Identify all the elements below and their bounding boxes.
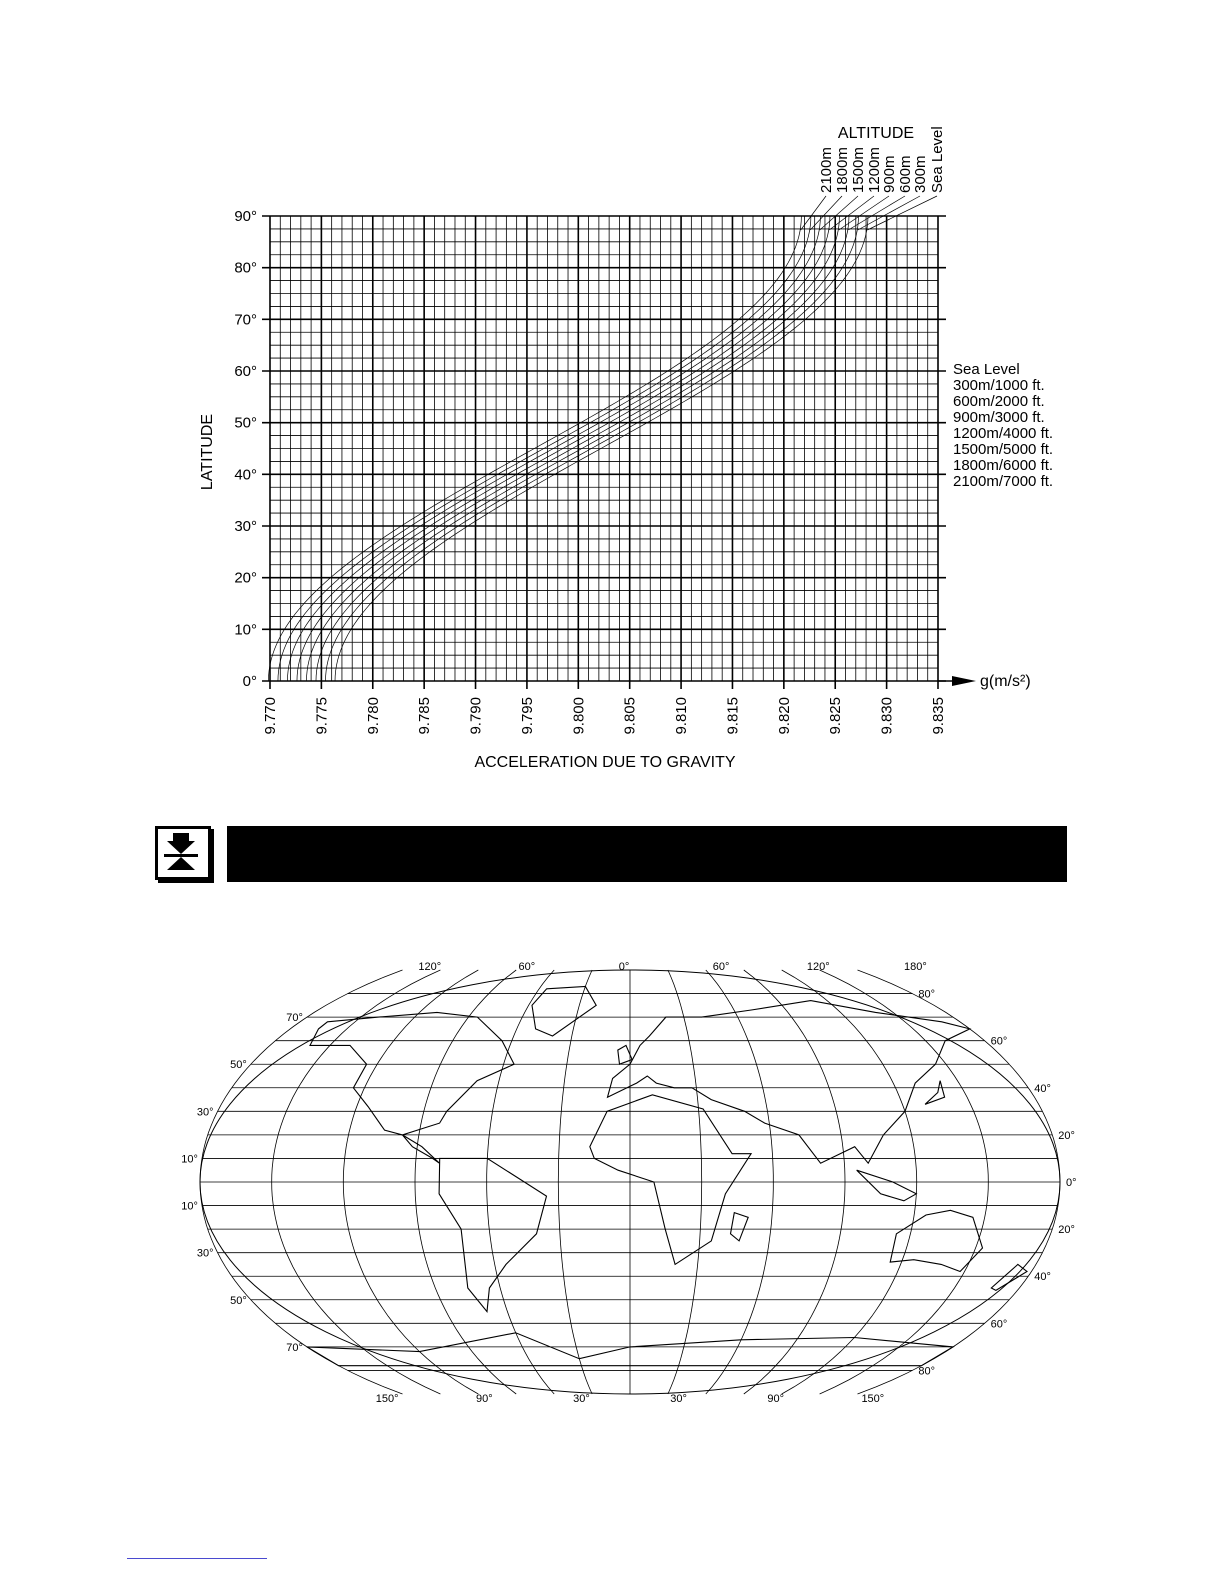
- map-lon-label-bottom: 90°: [475, 1393, 493, 1405]
- y-tick-label: 10°: [234, 621, 257, 639]
- map-lon-label-top: 60°: [712, 961, 730, 973]
- x-tick-label: 9.770: [262, 697, 279, 735]
- legend-entry: 1500m/5000 ft.: [953, 441, 1054, 458]
- continent-new-zealand: [991, 1264, 1027, 1290]
- map-lon-label-top: 180°: [904, 961, 927, 973]
- y-axis-title: LATITUDE: [199, 413, 216, 491]
- y-tick-label: 40°: [234, 466, 257, 484]
- altitude-label: 1500m: [850, 147, 867, 193]
- altitude-label: 600m: [897, 155, 914, 193]
- continent-australia: [890, 1210, 982, 1271]
- x-tick-label: 9.795: [518, 697, 536, 735]
- x-tick-label: 9.810: [673, 697, 691, 735]
- x-tick-label: 9.790: [467, 697, 485, 735]
- y-tick-label: 20°: [234, 569, 257, 587]
- map-lat-label-right: 40°: [1034, 1082, 1051, 1095]
- x-tick-label: 9.825: [827, 697, 845, 735]
- y-tick-label: 70°: [234, 311, 257, 329]
- altitude-label: Sea Level: [929, 126, 946, 193]
- y-tick-label: 0°: [242, 673, 257, 690]
- continent-south-america: [439, 1158, 546, 1311]
- map-lon-label-bottom: 30°: [670, 1393, 687, 1405]
- y-tick-label: 50°: [234, 414, 257, 432]
- x-tick-label: 9.780: [364, 697, 382, 735]
- y-tick-label: 60°: [234, 363, 257, 380]
- y-tick-label: 30°: [234, 518, 257, 535]
- map-lat-label-right: 60°: [990, 1318, 1008, 1331]
- continent-africa: [590, 1095, 751, 1265]
- map-lat-label-left: 10°: [181, 1200, 198, 1213]
- map-lon-label-top: 120°: [806, 961, 830, 973]
- y-tick-label: 90°: [234, 208, 257, 225]
- map-lon-label-bottom: 150°: [861, 1393, 885, 1405]
- map-lon-label-bottom: 150°: [375, 1393, 399, 1405]
- altitude-label: 2100m: [818, 147, 835, 193]
- map-lat-label-right: 20°: [1058, 1224, 1075, 1237]
- map-lon-label-bottom: 90°: [767, 1393, 785, 1405]
- map-lat-label-left: 50°: [230, 1294, 247, 1307]
- map-graticule: [200, 970, 1060, 1394]
- x-tick-label: 9.815: [724, 697, 742, 735]
- x-tick-label: 9.775: [313, 697, 331, 735]
- legend-entry: 2100m/7000 ft.: [953, 473, 1054, 490]
- map-lon-label-top: 120°: [418, 961, 442, 973]
- continent-north-america: [310, 1012, 514, 1135]
- x-tick-label: 9.830: [878, 697, 896, 735]
- map-lat-label-right: 60°: [990, 1035, 1008, 1048]
- y-tick-label: 80°: [234, 259, 257, 277]
- map-lat-label-left: 10°: [181, 1153, 198, 1166]
- legend-entry: 600m/2000 ft.: [953, 393, 1045, 410]
- map-lat-label-right: 80°: [918, 988, 935, 1001]
- map-lat-label-left: 50°: [230, 1059, 247, 1072]
- x-axis-unit-label: g(m/s²): [980, 673, 1031, 690]
- legend-entry: 900m/3000 ft.: [953, 409, 1045, 426]
- x-axis-title: ACCELERATION DUE TO GRAVITY: [474, 754, 736, 771]
- map-lon-label-top: 60°: [518, 961, 536, 973]
- altitude-label: 1800m: [834, 147, 851, 193]
- map-lon-label-top: 0°: [618, 961, 630, 973]
- altitude-label: 900m: [881, 155, 898, 193]
- map-lat-label-right: 40°: [1034, 1271, 1051, 1284]
- footnote-rule: [127, 1558, 267, 1559]
- map-lat-label-right: 80°: [918, 1365, 935, 1378]
- legend-entry: 1200m/4000 ft.: [953, 425, 1054, 442]
- x-tick-label: 9.805: [621, 697, 639, 735]
- continent-indonesia: [857, 1170, 917, 1201]
- map-labels: [181, 961, 1076, 1405]
- legend-entry: 1800m/6000 ft.: [953, 457, 1054, 474]
- continent-central-america: [402, 1135, 439, 1163]
- x-tick-label: 9.785: [416, 697, 434, 735]
- map-lat-label-left: 30°: [196, 1247, 214, 1260]
- map-lat-label-right: 20°: [1058, 1129, 1075, 1142]
- x-tick-label: 9.820: [775, 697, 793, 735]
- map-lat-label-right: 0°: [1066, 1177, 1077, 1189]
- map-lat-label-left: 70°: [286, 1341, 303, 1354]
- x-tick-label: 9.835: [930, 697, 947, 735]
- x-tick-label: 9.800: [570, 697, 588, 735]
- continent-madagascar: [731, 1213, 749, 1241]
- continent-japan: [925, 1081, 945, 1105]
- altitude-header: ALTITUDE: [837, 125, 915, 142]
- altitude-label: 300m: [912, 155, 929, 193]
- map-lat-label-left: 30°: [196, 1106, 214, 1119]
- legend-entry: Sea Level: [953, 361, 1020, 378]
- altitude-label: 1200m: [866, 147, 883, 193]
- continent-eurasia: [608, 1001, 970, 1164]
- map-lat-label-left: 70°: [286, 1012, 303, 1025]
- map-lon-label-bottom: 30°: [573, 1393, 590, 1405]
- legend-entry: 300m/1000 ft.: [953, 377, 1045, 394]
